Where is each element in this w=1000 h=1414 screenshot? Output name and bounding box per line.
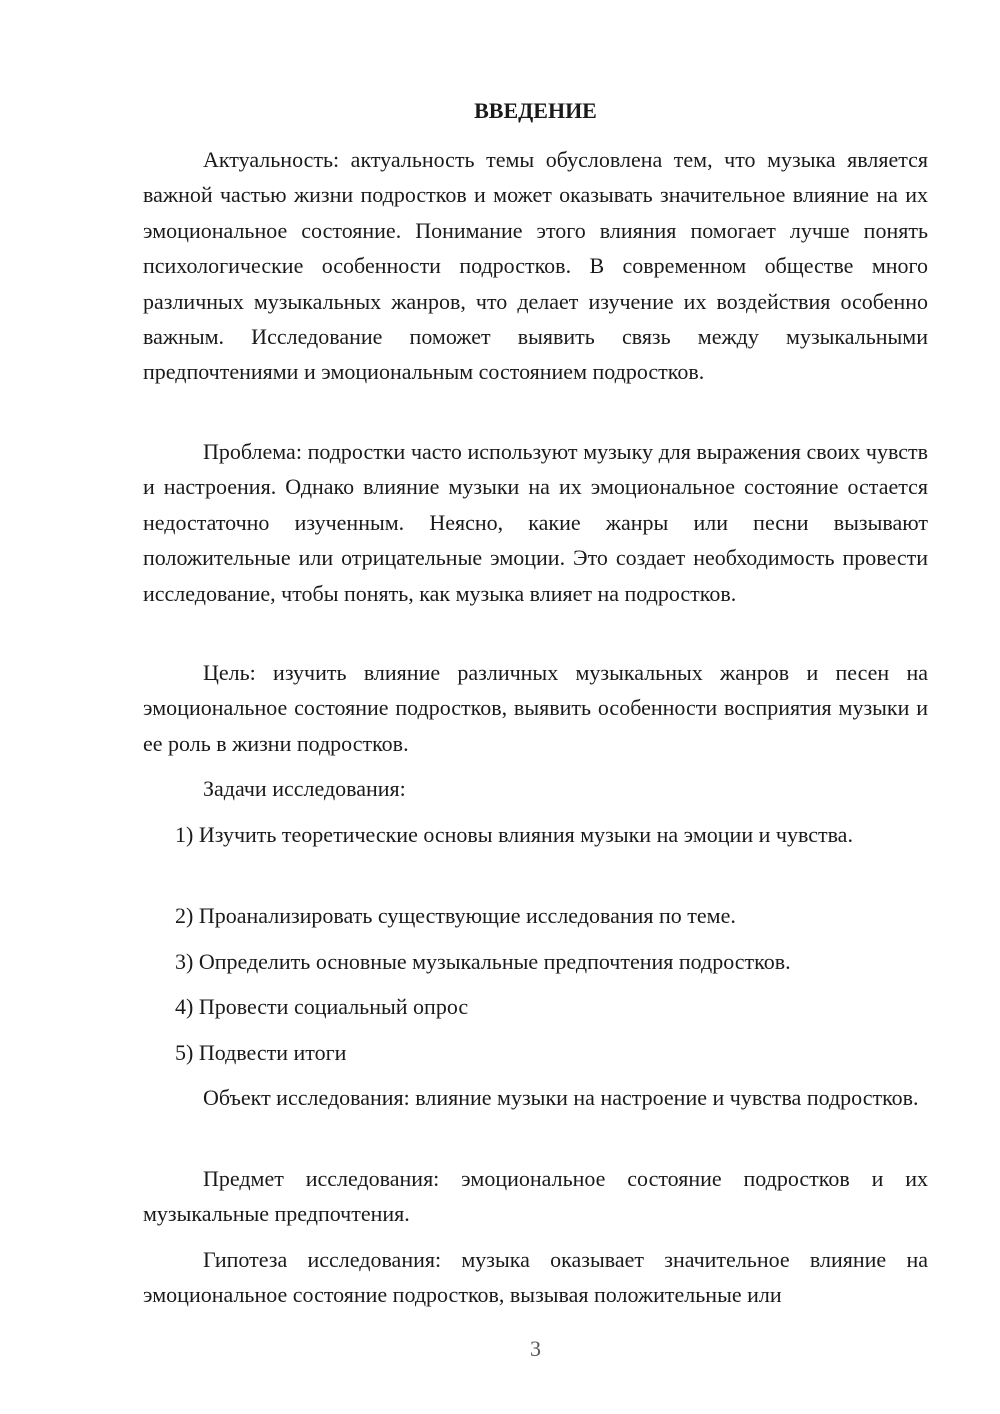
paragraph-object: Объект исследования: влияние музыки на настроение и чувства подростков.	[203, 1085, 919, 1110]
task-item-1: 1) Изучить теоретические основы влияния музыки на эмоции и чувства.	[175, 822, 853, 847]
page-title: ВВЕДЕНИЕ	[474, 98, 597, 123]
paragraph-subject: Предмет исследования: эмоциональное состояние подростков и их музыкальные предпочтения.	[143, 1166, 928, 1227]
paragraph-problem: Проблема: подростки часто используют музыку для выражения своих чувств и настроения. Однако влияние музыки на их эмоциональное состояние остается недостаточно изученным. Неясно, какие жанры или песни вызывают положительные или отрицательные эмоции. Это создает необходимость провести исследование, чтобы понять, как музыка влияет на подростков.	[143, 439, 928, 606]
paragraph-goal: Цель: изучить влияние различных музыкальных жанров и песен на эмоциональное состояние подростков, выявить особенности восприятия музыки и ее роль в жизни подростков.	[143, 660, 928, 756]
page-number: 3	[530, 1336, 541, 1361]
document-page	[143, 0, 928, 1414]
tasks-heading: Задачи исследования:	[203, 776, 406, 801]
paragraph-relevance: Актуальность: актуальность темы обусловлена тем, что музыка является важной частью жизни подростков и может оказывать значительное влияние на их эмоциональное состояние. Понимание этого влияния помогает лучше понять психологические особенности подростков. В современном обществе много различных музыкальных жанров, что делает изучение их воздействия особенно важным. Исследование поможет выявить связь между музыкальными предпочтениями и эмоциональным состоянием подростков.	[143, 147, 928, 385]
task-item-3: 3) Определить основные музыкальные предпочтения подростков.	[175, 949, 791, 974]
task-item-4: 4) Провести социальный опрос	[175, 994, 469, 1019]
task-item-5: 5) Подвести итоги	[175, 1040, 347, 1065]
paragraph-hypothesis: Гипотеза исследования: музыка оказывает значительное влияние на эмоциональное состояние подростков, вызывая положительные или	[143, 1247, 928, 1308]
task-item-2: 2) Проанализировать существующие исследования по теме.	[175, 903, 736, 928]
